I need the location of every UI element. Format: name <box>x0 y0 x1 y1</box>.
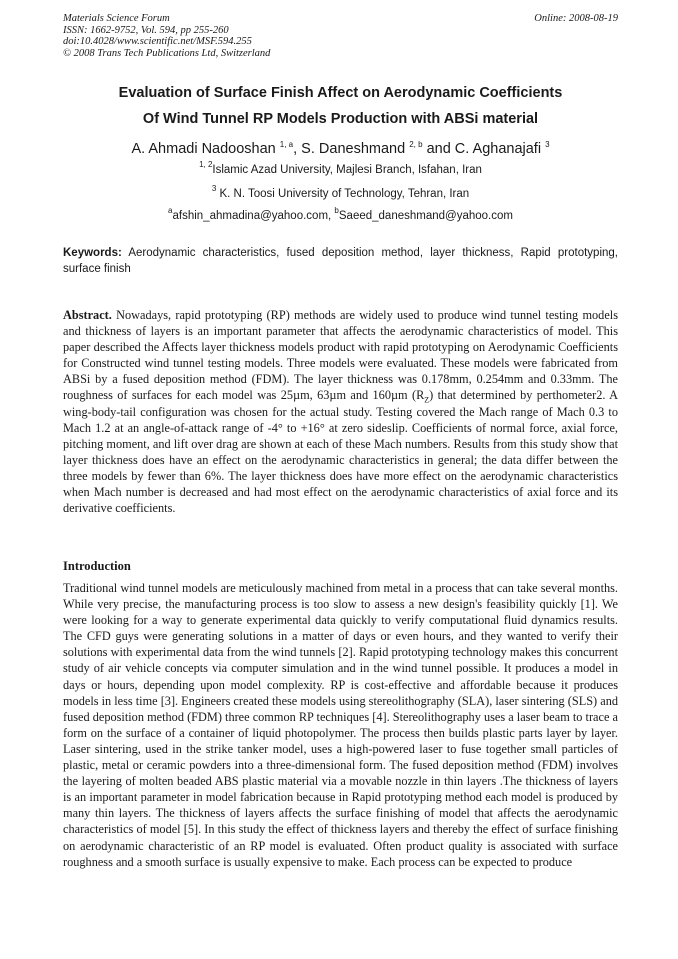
affiliation-1 <box>63 160 618 177</box>
paper-title <box>63 80 618 132</box>
affiliation-2-mark: 3 <box>211 184 217 193</box>
affiliation-1-text: Islamic Azad University, Majlesi Branch, Isfahan, Iran <box>212 164 482 176</box>
author-3-affiliation-mark: 3 <box>545 140 550 149</box>
journal-copyright: © 2008 Trans Tech Publications Ltd, Switzerland <box>63 47 271 59</box>
abstract-rz-subscript: Z <box>424 395 430 405</box>
journal-issn: ISSN: 1662-9752, Vol. 594, pp 255-260 <box>63 24 229 36</box>
author-1-affiliation-mark: 1, a <box>279 140 294 149</box>
keywords-text: Aerodynamic characteristics, fused deposition method, layer thickness, Rapid prototyping, surface finish <box>63 247 618 275</box>
affiliation-1-mark: 1, 2 <box>199 160 213 169</box>
author-separator-2: and C. Aghanajafi <box>422 141 546 157</box>
introduction-heading: Introduction <box>63 559 131 573</box>
email-a-mark: a <box>168 206 173 215</box>
abstract <box>63 307 618 516</box>
abstract-text-1: Nowadays, rapid prototyping (RP) methods are widely used to produce wind tunnel testing models and thickness of layers is an important parameter that affects the aerodynamic characteristics of model. This paper described the Affects layer thickness models product with rapid prototyping on Aerodynamic Coefficients for Constructed wind tunnel testing models. Three models were evaluated. These models were fabricated from ABSi by a fused deposition method (FDM). The layer thickness was 0.178mm, 0.254mm and 0.33mm. The roughness of surfaces for each model was 25µm, 63µm and 160µm (R <box>63 308 618 403</box>
journal-header <box>63 13 618 59</box>
keywords-label: Keywords: <box>63 247 122 259</box>
email-a: afshin_ahmadina@yahoo.com, <box>172 210 335 222</box>
author-2-affiliation-mark: 2, b <box>409 140 423 149</box>
author-1-name: A. Ahmadi Nadooshan <box>131 141 280 157</box>
author-list <box>63 140 618 158</box>
online-date: Online: 2008-08-19 <box>534 13 618 24</box>
email-b-mark: b <box>334 206 339 215</box>
keywords <box>63 245 618 277</box>
journal-name: Materials Science Forum <box>63 13 170 24</box>
introduction-text: Traditional wind tunnel models are meticulously machined from metal in a process that can take several months. While very precise, the manufacturing process is too slow to assess a new design's feasibility quickly [1]. We were looking for a way to generate experimental data quickly to verify computational fluid dynamics results. The CFD guys were generating solutions in a matter of days or even hours, and they wanted to verify their solutions with experimental data from the wind tunnels [2]. Rapid prototyping technology makes this concurrent study of air vehicle concepts via computer simulation and in the wind tunnel possible. It produces a model in days or hours, depending upon model complexity. RP is cost-effective and affordable because it produces models in less time [3]. Engineers created these models using stereolithography (SLA), laser sintering (SLS) and fused deposition method (FDM) three common RP techniques [4]. Stereolithography uses a laser beam to trace a form on the surface of a container of liquid photopolymer. The process then builds plastic parts layer by layer. Laser sintering, used in the strike tanker model, uses a high-powered laser to fuse together small particles of plastic, metal or ceramic powders into a three-dimensional form. The fused deposition method (FDM) involves the layering of molten beaded ABS plastic material via a movable nozzle in thin layers .The thickness of layers is an important parameter in model fabrication because in Rapid prototyping method each model is produced by many thin layers. The thickness of layers affects the surface finishing of model that affects the aerodynamic characteristics of model [5]. In this study the effect of thickness layers and thereby the effect of surface finishing on aerodynamic characteristic of an RP model is evaluated. Often product quality is associated with surface roughness and a smooth surface is usually expensive to make. Each process can be expected to produce <box>63 581 618 869</box>
email-b: Saeed_daneshmand@yahoo.com <box>338 210 513 222</box>
abstract-label: Abstract. <box>63 308 112 322</box>
author-separator-1: , S. Daneshmand <box>293 141 410 157</box>
affiliation-2 <box>63 184 618 201</box>
author-emails <box>63 206 618 223</box>
title-line-2: Of Wind Tunnel RP Models Production with ABSi material <box>142 111 539 127</box>
title-line-1: Evaluation of Surface Finish Affect on Aerodynamic Coefficients <box>118 85 563 101</box>
affiliation-2-text: K. N. Toosi University of Technology, Tehran, Iran <box>216 188 470 200</box>
journal-doi: doi:10.4028/www.scientific.net/MSF.594.255 <box>63 36 252 47</box>
abstract-text-2: ) that determined by perthometer2. A wing-body-tail configuration was chosen for the actual study. Testing covered the Mach range of Mach 0.3 to Mach 1.2 at an angle-of-attack range of -4° to +16° at zero sideslip. Coefficients of normal force, axial force, pitching moment, and lift over drag are shown at each of these Mach numbers. Results from this study show that layer thickness does have an effect on the aerodynamic characteristics in general; the data differ between the three models by fewer than 6%. The layer thickness does have more effect on the aerodynamic characteristics when Mach number is decreased and had most effect on the aerodynamic characteristics of axial force and its derivative coefficients. <box>63 388 618 516</box>
